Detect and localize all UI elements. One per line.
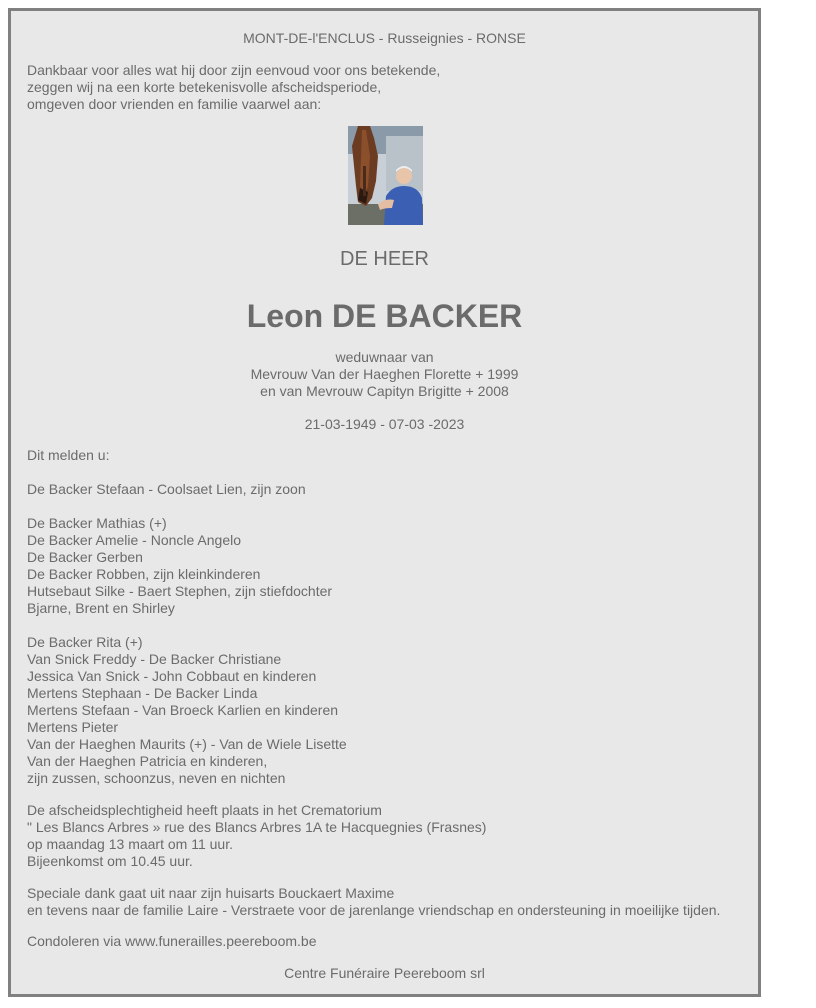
announce-line: Dit melden u: xyxy=(27,447,110,463)
obituary-card xyxy=(8,8,761,997)
grandchild-line: Hutsebaut Silke - Baert Stephen, zijn stiefdochter xyxy=(27,583,333,599)
locations-header: MONT-DE-l'ENCLUS - Russeignies - RONSE xyxy=(243,30,526,46)
intro-line: omgeven door vrienden en familie vaarwel aan: xyxy=(27,96,322,112)
widower-line: weduwnaar van xyxy=(335,349,434,365)
family-list xyxy=(27,447,347,787)
intro-line: Dankbaar voor alles wat hij door zijn eenvoud voor ons betekende, xyxy=(27,62,441,78)
sibling-line: Van der Haeghen Maurits (+) - Van de Wiele Lisette xyxy=(27,736,347,752)
son-line: De Backer Stefaan - Coolsaet Lien, zijn zoon xyxy=(27,481,306,497)
widower-line: en van Mevrouw Capityn Brigitte + 2008 xyxy=(260,383,509,399)
ceremony-line: Bijeenkomst om 10.45 uur. xyxy=(27,853,193,869)
life-dates: 21-03-1949 - 07-03 -2023 xyxy=(304,416,465,432)
sibling-line: Mertens Stefaan - Van Broeck Karlien en kinderen xyxy=(27,702,339,718)
grandchild-line: De Backer Mathias (+) xyxy=(27,515,167,531)
widower-info xyxy=(11,349,758,400)
grandchild-line: De Backer Robben, zijn kleinkinderen xyxy=(27,566,261,582)
sibling-line: zijn zussen, schoonzus, neven en nichten xyxy=(27,770,286,786)
portrait-image xyxy=(348,126,423,225)
grandchild-line: Bjarne, Brent en Shirley xyxy=(27,600,175,616)
grandchild-line: De Backer Amelie - Noncle Angelo xyxy=(27,532,241,548)
sibling-line: Van der Haeghen Patricia en kinderen, xyxy=(27,753,268,769)
ceremony-line: De afscheidsplechtigheid heeft plaats in het Crematorium xyxy=(27,802,382,818)
thanks-line: Speciale dank gaat uit naar zijn huisarts Bouckaert Maxime xyxy=(27,885,395,901)
honorific: DE HEER xyxy=(340,248,429,270)
intro-line: zeggen wij na een korte betekenisvolle afscheidsperiode, xyxy=(27,79,382,95)
sibling-line: De Backer Rita (+) xyxy=(27,634,143,650)
sibling-line: Van Snick Freddy - De Backer Christiane xyxy=(27,651,282,667)
sibling-line: Mertens Stephaan - De Backer Linda xyxy=(27,685,258,701)
portrait-photo xyxy=(348,126,423,225)
widower-line: Mevrouw Van der Haeghen Florette + 1999 xyxy=(250,366,519,382)
ceremony-info xyxy=(27,802,486,870)
ceremony-line: op maandag 13 maart om 11 uur. xyxy=(27,836,233,852)
thanks-text xyxy=(27,885,720,919)
condolences-link[interactable]: Condoleren via www.funerailles.peereboom.be xyxy=(27,933,317,949)
funeral-home-footer: Centre Funéraire Peereboom srl xyxy=(284,965,485,981)
deceased-name: Leon DE BACKER xyxy=(246,298,523,334)
sibling-line: Mertens Pieter xyxy=(27,719,119,735)
sibling-line: Jessica Van Snick - John Cobbaut en kinderen xyxy=(27,668,317,684)
thanks-line: en tevens naar de familie Laire - Verstraete voor de jarenlange vriendschap en ondersteuning in moeilijke tijden. xyxy=(27,902,721,918)
intro-text xyxy=(27,62,440,113)
grandchild-line: De Backer Gerben xyxy=(27,549,143,565)
ceremony-line: " Les Blancs Arbres » rue des Blancs Arbres 1A te Hacquegnies (Frasnes) xyxy=(27,819,487,835)
